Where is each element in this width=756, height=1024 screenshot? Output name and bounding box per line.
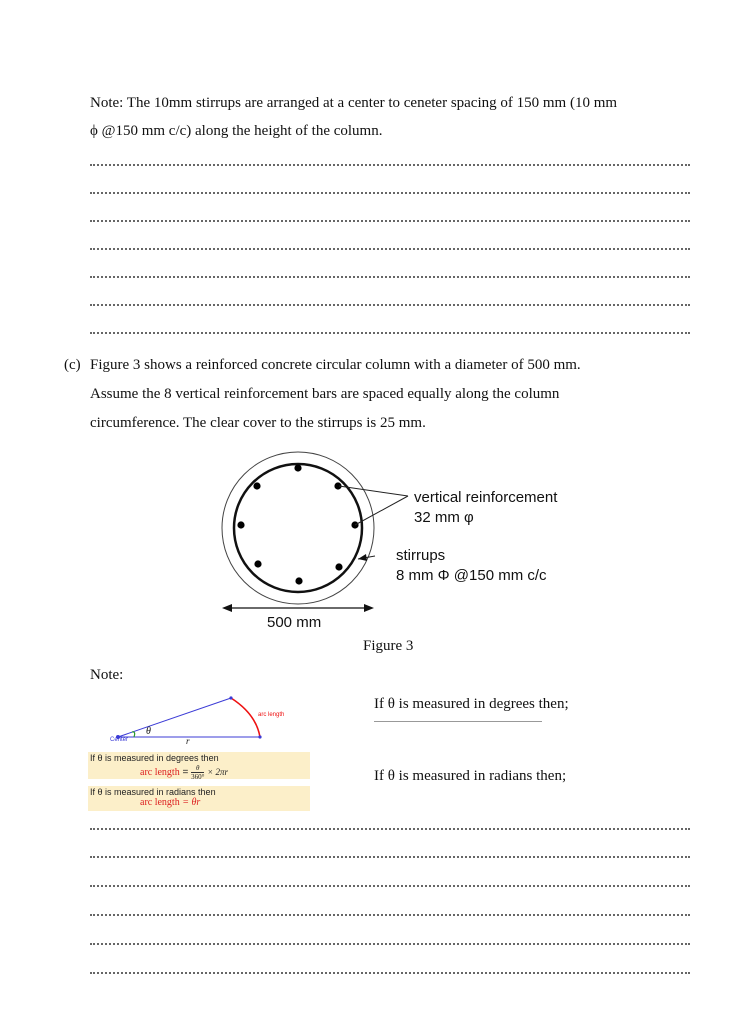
- answer-line: [90, 964, 690, 974]
- answer-line: [90, 156, 690, 166]
- answer-line: [90, 820, 690, 830]
- answer-line: [90, 212, 690, 222]
- radians-statement: If θ is measured in radians then;: [374, 768, 567, 784]
- label-vertical-size: 32 mm φ: [414, 509, 474, 526]
- arc-length-label: arc length: [258, 712, 285, 718]
- degrees-statement: If θ is measured in degrees then;: [374, 696, 569, 712]
- label-stirrups-size: 8 mm Φ @150 mm c/c: [396, 567, 547, 584]
- degrees-box-text: If θ is measured in degrees then: [90, 753, 219, 763]
- answer-underline: [374, 721, 542, 722]
- answer-line: [90, 877, 690, 887]
- theta-label: θ: [146, 726, 151, 737]
- rebar: [254, 560, 261, 567]
- formula-fraction: [191, 764, 204, 781]
- arrowhead: [222, 604, 232, 612]
- stirrup-ring: [234, 464, 362, 592]
- fraction-numerator: θ: [191, 764, 204, 773]
- formula-rest: × 2πr: [207, 767, 229, 778]
- arc-point: [258, 735, 261, 738]
- arc-length-term: arc length: [140, 797, 180, 808]
- rebar: [335, 563, 342, 570]
- radians-formula-rest: = θr: [179, 797, 201, 808]
- arrowhead: [358, 554, 367, 561]
- answer-line: [90, 240, 690, 250]
- radians-formula: [140, 797, 200, 808]
- answer-line: [90, 848, 690, 858]
- question-c-line2: Assume the 8 vertical reinforcement bars are spaced equally along the column: [90, 386, 560, 402]
- question-c-line1: Figure 3 shows a reinforced concrete circular column with a diameter of 500 mm.: [90, 357, 581, 373]
- label-stirrups: stirrups: [396, 547, 446, 564]
- answer-line: [90, 906, 690, 916]
- label-vertical-reinforcement: vertical reinforcement: [414, 489, 558, 506]
- figure3-column-diagram: [210, 450, 610, 640]
- formula-equals: =: [182, 767, 192, 779]
- note-stirrups-line2: ϕ @150 mm c/c) along the height of the column.: [90, 123, 383, 139]
- degrees-formula-box: [88, 752, 310, 779]
- note-title: Note:: [90, 667, 124, 683]
- leader-line: [355, 496, 408, 525]
- arc-point: [229, 696, 232, 699]
- figure-caption: Figure 3: [363, 638, 414, 654]
- answer-line: [90, 268, 690, 278]
- arrowhead: [364, 604, 374, 612]
- answer-line: [90, 324, 690, 334]
- arc: [231, 698, 260, 737]
- question-c-label: (c): [64, 357, 81, 373]
- answer-line: [90, 184, 690, 194]
- answer-line: [90, 296, 690, 306]
- radius-line: [118, 698, 231, 737]
- r-label: r: [186, 736, 190, 746]
- question-c-line3: circumference. The clear cover to the stirrups is 25 mm.: [90, 415, 426, 431]
- radians-formula-box: [88, 786, 310, 811]
- rebar: [237, 521, 244, 528]
- rebar: [294, 464, 301, 471]
- note-stirrups-line1: Note: The 10mm stirrups are arranged at a center to ceneter spacing of 150 mm (10 mm: [90, 95, 618, 111]
- degrees-formula: [140, 764, 228, 781]
- fraction-denominator: 360°: [191, 773, 205, 781]
- arc-length-diagram: [110, 692, 310, 748]
- radians-box-text: If θ is measured in radians then: [90, 787, 216, 797]
- angle-mark: [132, 732, 135, 737]
- arc-length-term: arc length: [140, 767, 180, 779]
- answer-line: [90, 935, 690, 945]
- rebar: [253, 482, 260, 489]
- rebar: [295, 577, 302, 584]
- center-label: Center: [110, 737, 129, 743]
- dimension-label: 500 mm: [267, 614, 322, 631]
